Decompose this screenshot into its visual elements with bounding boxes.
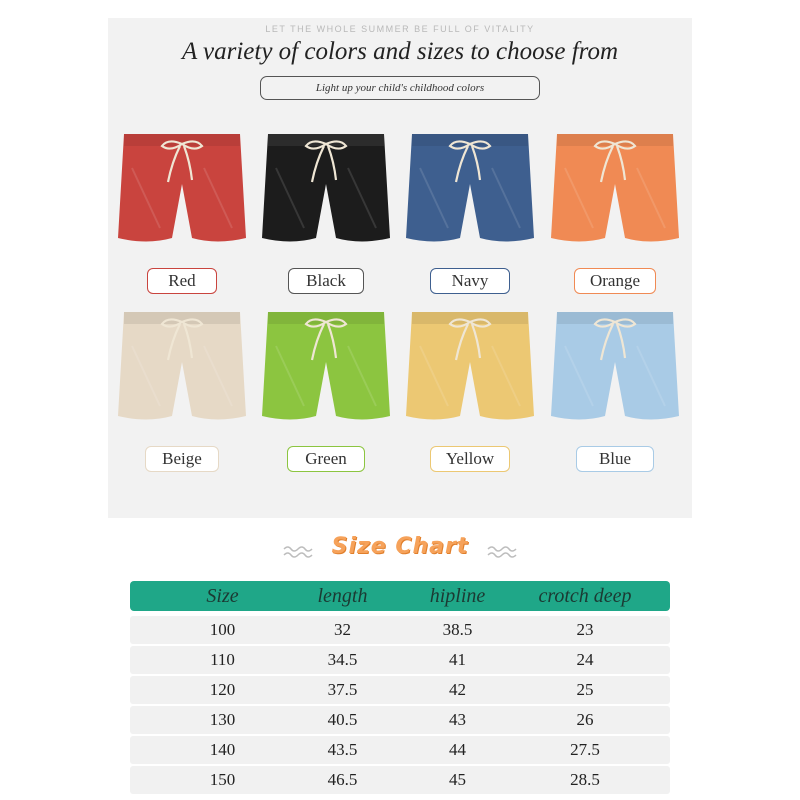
table-row: [130, 676, 670, 704]
cell-length: 43.5: [327, 740, 358, 759]
size-table-header: [130, 581, 670, 611]
table-row: [130, 736, 670, 764]
table-row: [130, 766, 670, 794]
table-row: [130, 646, 670, 674]
headline: A variety of colors and sizes to choose from: [181, 38, 619, 65]
cell-length: 34.5: [327, 650, 358, 669]
color-label-beige: Beige: [145, 446, 219, 472]
cell-crotch-deep: 26: [576, 710, 594, 729]
subline-box: Light up your child's childhood colors: [260, 76, 540, 100]
cell-hipline: 44: [449, 740, 466, 759]
header-size: Size: [206, 585, 239, 607]
color-label-yellow: Yellow: [430, 446, 510, 472]
cell-size: 150: [209, 770, 236, 789]
color-label-green: Green: [287, 446, 365, 472]
cell-crotch-deep: 25: [576, 680, 594, 699]
cell-size: 110: [210, 650, 235, 669]
cell-length: 32: [334, 620, 351, 639]
cell-hipline: 43: [449, 710, 466, 729]
table-row: [130, 706, 670, 734]
color-label-red: Red: [147, 268, 217, 294]
cell-crotch-deep: 24: [576, 650, 594, 669]
tagline: LET THE WHOLE SUMMER BE FULL OF VITALITY: [265, 24, 535, 34]
color-label-navy: Navy: [430, 268, 510, 294]
header-length: length: [317, 585, 368, 607]
wave-right-icon: [486, 544, 518, 560]
table-row: [130, 616, 670, 644]
cell-length: 46.5: [327, 770, 358, 789]
cell-size: 140: [209, 740, 236, 759]
size-chart-title: Size Chart: [331, 534, 469, 559]
cell-hipline: 41: [449, 650, 466, 669]
cell-crotch-deep: 28.5: [570, 770, 600, 789]
cell-size: 100: [209, 620, 236, 639]
header-crotch-deep: crotch deep: [538, 585, 632, 607]
color-label-orange: Orange: [574, 268, 656, 294]
cell-length: 37.5: [327, 680, 358, 699]
cell-crotch-deep: 23: [576, 620, 594, 639]
cell-hipline: 45: [449, 770, 466, 789]
color-label-black: Black: [288, 268, 364, 294]
cell-hipline: 38.5: [442, 620, 473, 639]
cell-size: 120: [209, 680, 236, 699]
cell-hipline: 42: [449, 680, 466, 699]
header-hipline: hipline: [429, 585, 486, 607]
size-chart-title-wrap: [280, 534, 520, 570]
cell-crotch-deep: 27.5: [570, 740, 600, 759]
cell-size: 130: [209, 710, 236, 729]
cell-length: 40.5: [327, 710, 358, 729]
color-label-blue: Blue: [576, 446, 654, 472]
